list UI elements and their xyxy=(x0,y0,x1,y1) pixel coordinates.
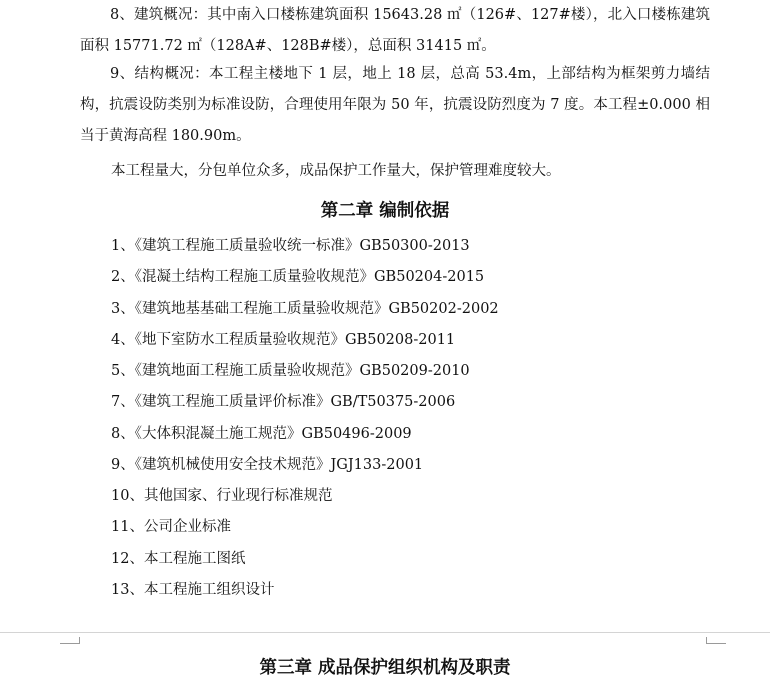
reference-item: 1、《建筑工程施工质量验收统一标准》GB50300-2013 xyxy=(111,238,470,254)
reference-item: 5、《建筑地面工程施工质量验收规范》GB50209-2010 xyxy=(111,363,470,379)
page-corner-mark-right xyxy=(706,637,726,644)
paragraph-summary: 本工程量大，分包单位众多，成品保护工作量大，保护管理难度较大。 xyxy=(111,163,561,179)
paragraph-structure-overview xyxy=(80,59,710,152)
reference-item: 2、《混凝土结构工程施工质量验收规范》GB50204-2015 xyxy=(111,269,485,285)
reference-item: 11、公司企业标准 xyxy=(111,519,231,535)
reference-item: 3、《建筑地基基础工程施工质量验收规范》GB50202-2002 xyxy=(111,301,499,317)
paragraph-building-overview xyxy=(80,0,710,62)
reference-item: 12、本工程施工图纸 xyxy=(111,551,246,567)
paragraph-structure-overview-text: 9、结构概况：本工程主楼地下 1 层，地上 18 层，总高 53.4m，上部结构为框架剪力墙结构，抗震设防类别为标准设防，合理使用年限为 50 年，抗震设防烈度为 7 度。本工程±0.000 相当于黄海高程 180.90m。 xyxy=(80,66,710,144)
page-break-line xyxy=(0,632,770,633)
reference-item: 7、《建筑工程施工质量评价标准》GB/T50375-2006 xyxy=(111,394,456,410)
reference-item: 8、《大体积混凝土施工规范》GB50496-2009 xyxy=(111,426,412,442)
reference-item: 4、《地下室防水工程质量验收规范》GB50208-2011 xyxy=(111,332,456,348)
chapter-2-title: 第二章 编制依据 xyxy=(320,201,450,221)
paragraph-building-overview-text: 8、建筑概况：其中南入口楼栋建筑面积 15643.28 ㎡（126#、127#楼），北入口楼栋建筑面积 15771.72 ㎡（128A#、128B#楼），总面积 31415 ㎡。 xyxy=(80,7,710,54)
reference-item: 10、其他国家、行业现行标准规范 xyxy=(111,488,333,504)
page-corner-mark-left xyxy=(60,637,80,644)
reference-item: 13、本工程施工组织设计 xyxy=(111,582,275,598)
chapter-3-title: 第三章 成品保护组织机构及职责 xyxy=(259,658,511,678)
reference-item: 9、《建筑机械使用安全技术规范》JGJ133-2001 xyxy=(111,457,424,473)
